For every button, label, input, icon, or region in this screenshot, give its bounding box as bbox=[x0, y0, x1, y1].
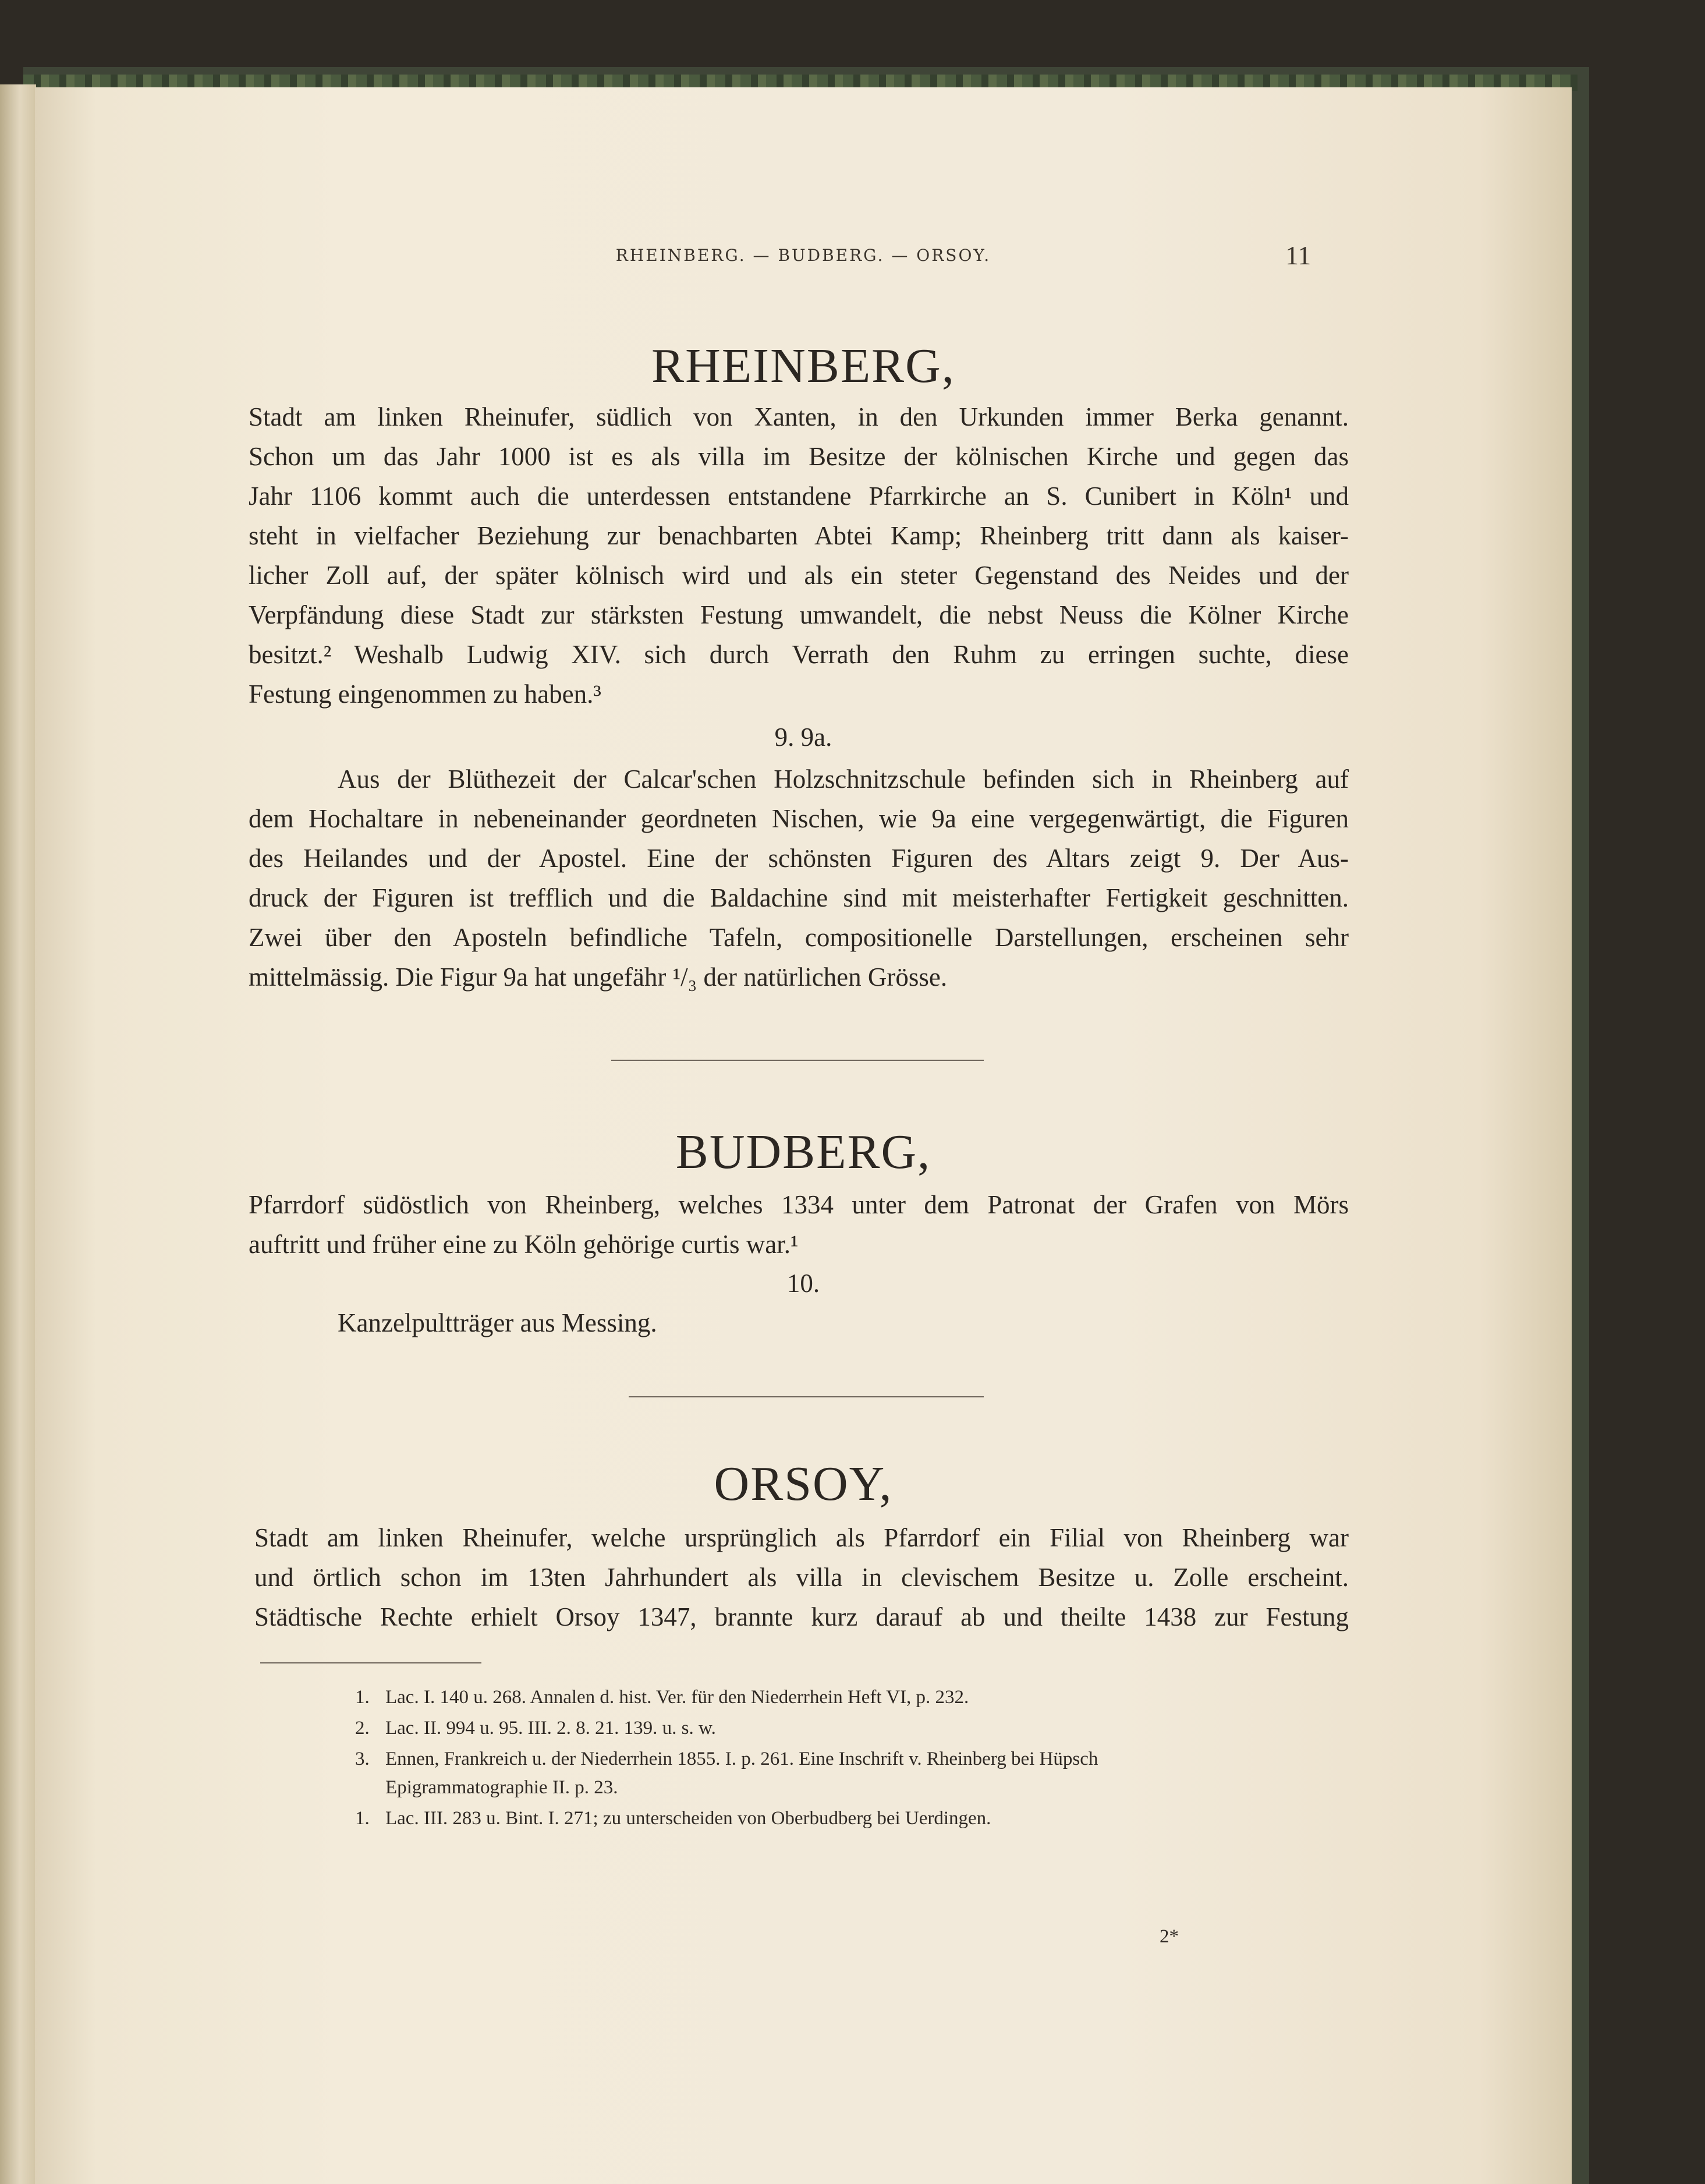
text-line: dem Hochaltare in nebeneinander geordneten Nischen, wie 9a eine vergegenwärtigt, die Figuren bbox=[249, 804, 1349, 833]
text-line: Pfarrdorf südöstlich von Rheinberg, welches 1334 unter dem Patronat der Grafen von Mörs bbox=[249, 1190, 1349, 1219]
text-line: mittelmässig. Die Figur 9a hat ungefähr ¹/₃ der natürlichen Grösse. bbox=[249, 962, 948, 992]
book-page bbox=[35, 87, 1572, 2184]
text-line: Stadt am linken Rheinufer, südlich von Xanten, in den Urkunden immer Berka genannt. bbox=[249, 402, 1349, 431]
text-line: besitzt.² Weshalb Ludwig XIV. sich durch Verrath den Ruhm zu erringen suchte, diese bbox=[249, 640, 1349, 669]
text-line: Verpfändung diese Stadt zur stärksten Festung umwandelt, die nebst Neuss die Kölner Kirche bbox=[249, 600, 1349, 629]
footnote-number: 1. bbox=[355, 1687, 370, 1708]
section-title-budberg: BUDBERG, bbox=[675, 1125, 931, 1179]
text-line: und örtlich schon im 13ten Jahrhundert als villa in clevischem Besitze u. Zolle erscheint. bbox=[254, 1563, 1349, 1592]
plate-number: 9. 9a. bbox=[774, 723, 832, 752]
footnote bbox=[355, 1808, 991, 1829]
footnote bbox=[355, 1748, 1098, 1770]
footnote-rule bbox=[260, 1662, 481, 1663]
section-divider bbox=[629, 1396, 984, 1397]
plate-number: 10. bbox=[786, 1269, 820, 1298]
plate-caption: Kanzelpultträger aus Messing. bbox=[338, 1308, 657, 1337]
footnote bbox=[355, 1687, 969, 1708]
page-number: 11 bbox=[1285, 240, 1311, 270]
footnote-number: 2. bbox=[355, 1718, 370, 1739]
footnote-text: Ennen, Frankreich u. der Niederrhein 1855. I. p. 261. Eine Inschrift v. Rheinberg bei Hüpsch bbox=[385, 1748, 1098, 1769]
footnote-number: 3. bbox=[355, 1748, 370, 1769]
text-line: Zwei über den Aposteln befindliche Tafeln, compositionelle Darstellungen, erscheinen sehr bbox=[249, 923, 1349, 952]
footnote-number: 1. bbox=[355, 1808, 370, 1829]
text-line: des Heilandes und der Apostel. Eine der schönsten Figuren des Altars zeigt 9. Der Aus- bbox=[249, 844, 1349, 873]
footnote-text: Lac. III. 283 u. Bint. I. 271; zu unterscheiden von Oberbudberg bei Uerdingen. bbox=[385, 1808, 991, 1829]
footnote bbox=[355, 1777, 618, 1799]
section-title-orsoy: ORSOY, bbox=[714, 1457, 893, 1511]
footnote-text: Epigrammatographie II. p. 23. bbox=[385, 1777, 618, 1798]
footnote bbox=[355, 1718, 716, 1739]
previous-page-edge bbox=[0, 84, 36, 2184]
footnote-text: Lac. I. 140 u. 268. Annalen d. hist. Ver. für den Niederrhein Heft VI, p. 232. bbox=[385, 1687, 969, 1708]
text-line: Städtische Rechte erhielt Orsoy 1347, brannte kurz darauf ab und theilte 1438 zur Festung bbox=[254, 1602, 1349, 1631]
text-line: Jahr 1106 kommt auch die unterdessen entstandene Pfarrkirche an S. Cunibert in Köln¹ und bbox=[249, 482, 1349, 511]
running-head: RHEINBERG. — BUDBERG. — ORSOY. bbox=[615, 246, 991, 265]
text-line: Schon um das Jahr 1000 ist es als villa im Besitze der kölnischen Kirche und gegen das bbox=[249, 442, 1349, 471]
signature-mark: 2* bbox=[1160, 1926, 1179, 1947]
text-line: Festung eingenommen zu haben.³ bbox=[249, 679, 601, 709]
text-line: licher Zoll auf, der später kölnisch wird und als ein steter Gegenstand des Neides und der bbox=[249, 561, 1349, 590]
text-line: steht in vielfacher Beziehung zur benachbarten Abtei Kamp; Rheinberg tritt dann als kaiser- bbox=[249, 521, 1349, 550]
text-line: Stadt am linken Rheinufer, welche ursprünglich als Pfarrdorf ein Filial von Rheinberg war bbox=[254, 1523, 1349, 1552]
text-line: auftritt und früher eine zu Köln gehörige curtis war.¹ bbox=[249, 1230, 799, 1259]
text-line: druck der Figuren ist trefflich und die Baldachine sind mit meisterhafter Fertigkeit geschnitten. bbox=[249, 883, 1349, 912]
footnote-text: Lac. II. 994 u. 95. III. 2. 8. 21. 139. u. s. w. bbox=[385, 1718, 716, 1739]
text-line: Aus der Blüthezeit der Calcar'schen Holzschnitzschule befinden sich in Rheinberg auf bbox=[338, 764, 1349, 794]
section-divider bbox=[611, 1060, 984, 1061]
section-title-rheinberg: RHEINBERG, bbox=[651, 339, 955, 393]
